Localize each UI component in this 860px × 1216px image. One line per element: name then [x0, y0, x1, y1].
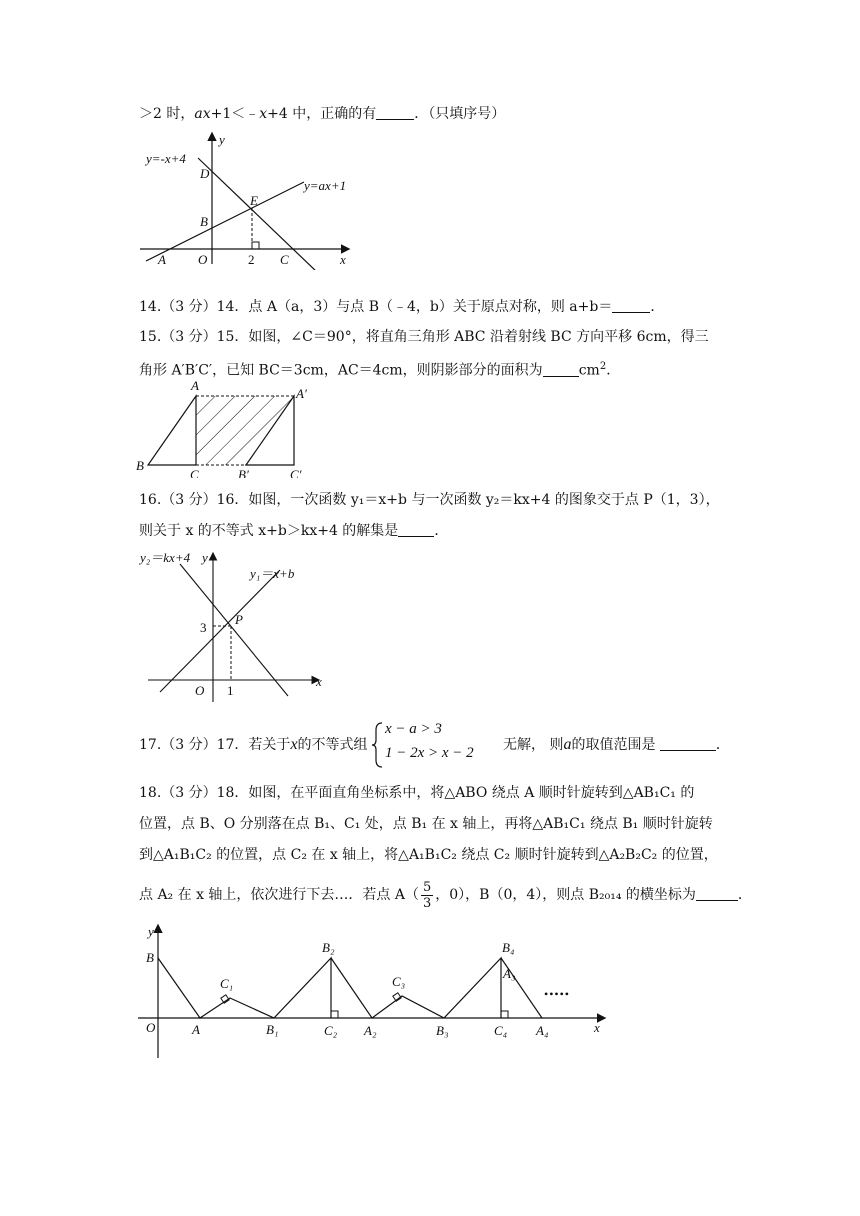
q14-end: ．: [650, 299, 665, 315]
q13-text-c: +1＜﹣: [210, 106, 260, 122]
q17-inequality-1: x − a > 3: [385, 721, 442, 737]
q13-answer-blank[interactable]: [376, 105, 414, 120]
q18-label-y: y: [148, 924, 154, 939]
q16-graph: [138, 546, 338, 706]
q18-frac-den: 3: [422, 895, 432, 911]
q15-line1: [139, 327, 709, 347]
q18-answer-blank[interactable]: [696, 886, 738, 901]
q18-frac-num: 5: [422, 879, 432, 895]
q13-tail-line: [139, 104, 505, 124]
q13-label-y: y: [219, 132, 225, 147]
q18-rotation-graph: [134, 922, 614, 1062]
q16-label-O: O: [195, 683, 205, 698]
q17-line-post: [503, 735, 730, 755]
q18-label-B3: B₃: [436, 1023, 449, 1038]
q13-label-x: x: [340, 252, 346, 267]
q17-end: ．: [715, 737, 730, 753]
q13-right-angle-mark: [252, 242, 259, 249]
q16-label-1: 1: [227, 683, 234, 698]
q16-label-3: 3: [200, 620, 207, 635]
q17-text-pre: 17.（3 分）17．若关于: [139, 737, 291, 753]
q17-var-x: x: [290, 736, 298, 753]
q18-label-B2: B₂: [322, 940, 335, 955]
q18-path-C3: [372, 996, 444, 1018]
q13-label-C: C: [280, 252, 289, 267]
q13-var-x: x: [259, 106, 268, 122]
q18-path-B2-A2: [331, 958, 372, 1018]
q18-label-C3: C₃: [392, 974, 406, 989]
q15-triangle-ABC: [148, 396, 196, 465]
q13-label-O: O: [198, 252, 208, 267]
q18-label-C4: C₄: [494, 1023, 508, 1038]
q18-end: ．: [737, 887, 752, 903]
q18-text-line1: 18.（3 分）18．如图，在平面直角坐标系中，将△ABO 绕点 A 顺时针旋转到△AB₁C₁ 的: [139, 785, 695, 801]
q15-label-B-prime: B′: [238, 467, 249, 478]
q18-triangle-B4: [444, 958, 501, 1018]
q15-label-C-prime: C′: [290, 467, 302, 478]
q18-label-x: x: [594, 1020, 600, 1035]
q16-label-P: P: [235, 612, 243, 627]
q18-label-A4: A₄: [536, 1023, 549, 1038]
q18-label-B1: B₁: [266, 1022, 279, 1037]
q13-line-neg: [198, 158, 318, 270]
q13-text-f: ．（只填序号）: [414, 106, 506, 122]
q15-translation-figure: [134, 378, 324, 478]
q18-text-line4b: ，0），B（0，4），则点 B₂₀₁₄ 的横坐标为: [435, 887, 696, 903]
q14-line: [139, 297, 664, 317]
q18-label-C2: C₂: [324, 1023, 338, 1038]
q15-shaded-region: [196, 396, 294, 465]
q16-text-line2: 则关于 x 的不等式 x+b＞kx+4 的解集是: [139, 523, 399, 539]
q15-label-A-prime: A′: [296, 386, 307, 401]
q18-line3: [139, 845, 718, 865]
q18-label-B4: B₄: [502, 940, 515, 955]
q17-line: [139, 735, 368, 755]
q13-label-line2: y=ax+1: [304, 178, 347, 193]
q18-text-line4a: 点 A₂ 在 x 轴上，依次进行下去…．若点 A（: [139, 887, 419, 903]
q18-mark-C2: [331, 1011, 338, 1018]
q16-label-y2: y₂＝kx+4: [140, 550, 191, 565]
q15-end: ．: [606, 362, 621, 379]
q13-label-2: 2: [248, 252, 255, 267]
q17-answer-blank[interactable]: [660, 736, 716, 751]
q18-text-line2: 位置，点 B、O 分别落在点 B₁、C₁ 处，点 B₁ 在 x 轴上，再将△AB₁C₁ 绕点 B₁ 顺时针旋转: [139, 816, 713, 832]
q13-graph: [136, 130, 356, 270]
q13-label-A: A: [158, 252, 166, 267]
q13-text-e: +4 中，正确的有: [267, 106, 377, 122]
q13-var-ax: ax: [194, 106, 211, 122]
q18-label-O: O: [146, 1020, 156, 1035]
q15-unit: cm: [578, 362, 600, 379]
q16-line2: [139, 521, 448, 541]
q18-fraction: [421, 880, 433, 911]
q18-label-B: B: [146, 950, 154, 965]
q17-text-mid: 的不等式组: [297, 737, 368, 753]
q18-label-A3: A₃: [503, 966, 516, 981]
q15-text-line1: 15.（3 分）15．如图，∠C＝90°，将直角三角形 ABC 沿着射线 BC 方向平移 6cm，得三: [139, 329, 709, 345]
q16-text-line1: 16.（3 分）16．如图，一次函数 y₁＝x+b 与一次函数 y₂＝kx+4 的图象交于点 P（1，3），: [139, 492, 720, 508]
q13-label-D: D: [200, 166, 210, 181]
q18-continuation-dots: •••••: [544, 987, 571, 1001]
q15-label-B: B: [136, 458, 144, 473]
q13-text-a: ＞2 时，: [139, 106, 195, 122]
q18-label-C1: C₁: [220, 976, 234, 991]
q15-label-A: A: [191, 378, 199, 393]
q18-label-A: A: [192, 1022, 200, 1037]
q16-line-y1: [160, 570, 280, 692]
q17-var-a: a: [563, 736, 572, 753]
q16-label-y: y: [202, 550, 208, 565]
q18-line2: [139, 814, 713, 834]
q17-brace: [372, 722, 384, 768]
q14-answer-blank[interactable]: [612, 298, 650, 313]
q18-mark-C4: [501, 1011, 508, 1018]
q18-path-first: [158, 958, 274, 1018]
q18-line1: [139, 783, 694, 803]
q18-line4: [139, 877, 752, 913]
q16-answer-blank[interactable]: [398, 522, 434, 537]
q16-label-x: x: [316, 674, 322, 689]
q16-line-y2: [180, 564, 288, 696]
q13-label-line1: y=-x+4: [146, 151, 186, 166]
q17-text-post1: 无解， 则: [503, 737, 564, 753]
q18-text-line3: 到△A₁B₁C₂ 的位置，点 C₂ 在 x 轴上，将△A₁B₁C₂ 绕点 C₂ 顺时针旋转到△A₂B₂C₂ 的位置，: [139, 847, 718, 863]
q13-label-B: B: [200, 214, 208, 229]
q13-label-E: E: [250, 193, 258, 208]
q18-triangle-B2: [274, 958, 331, 1018]
q15-answer-blank[interactable]: [543, 362, 579, 377]
q15-label-C: C: [190, 467, 199, 478]
q16-label-y1: y₁＝x+b: [250, 566, 295, 581]
q14-text: 14.（3 分）14．点 A（a，3）与点 B（﹣4，b）关于原点对称，则 a+b＝: [139, 299, 613, 315]
q15-text-line2: 角形 A′B′C′，已知 BC＝3cm，AC＝4cm，则阴影部分的面积为: [139, 362, 543, 379]
q17-inequality-2: 1 − 2x > x − 2: [385, 745, 474, 761]
q17-text-post2: 的取值范围是: [571, 737, 656, 753]
q15-unit-sup: 2: [599, 361, 607, 372]
q16-end: ．: [434, 523, 449, 539]
q16-line1: [139, 490, 720, 510]
q18-label-A2: A₂: [364, 1023, 377, 1038]
